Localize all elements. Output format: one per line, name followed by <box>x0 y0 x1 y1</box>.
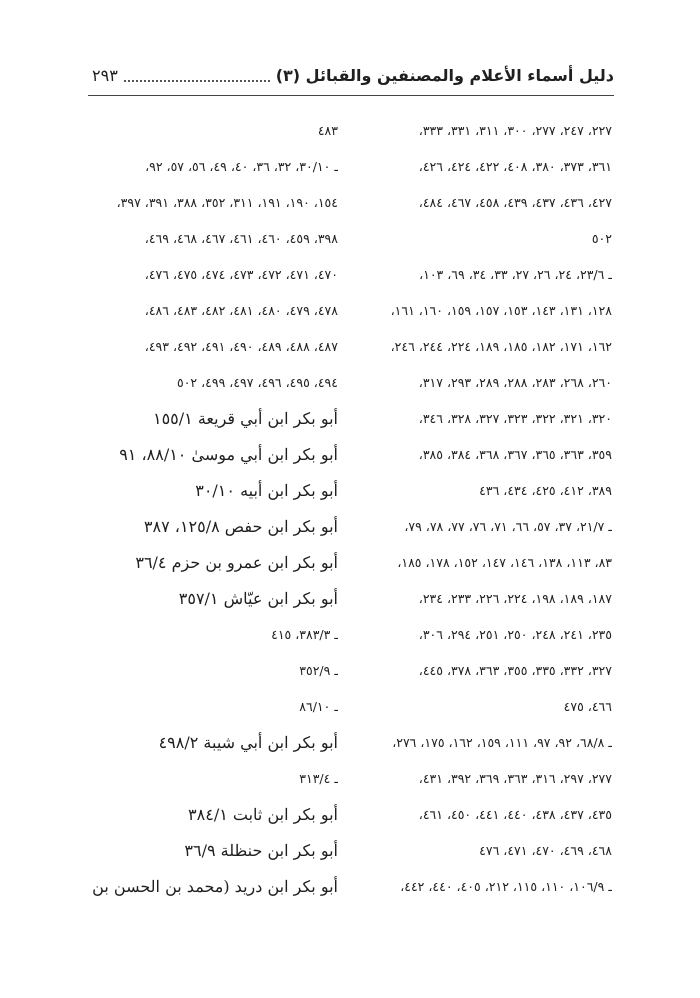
index-line: ـ ٣٨٣/٣، ٤١٥ <box>271 627 338 642</box>
index-line: ـ ٦٨/٨، ٩٢، ٩٧، ١١١، ١٥٩، ١٦٢، ١٧٥، ٢٧٦، <box>392 735 612 750</box>
index-line: ـ ١٠٦/٩، ١١٠، ١١٥، ٢١٢، ٤٠٥، ٤٤٠، ٤٤٢، <box>400 879 612 894</box>
index-entry-name: أبو بكر ابن ثابت ٣٨٤/١ <box>188 805 338 824</box>
index-line: ١٦٢، ١٧١، ١٨٢، ١٨٥، ١٨٩، ٢٢٤، ٢٤٤، ٢٤٦، <box>390 339 612 354</box>
header-title: دليل أسماء الأعلام والمصنفين والقبائل (٣) <box>275 65 614 85</box>
index-line: ١٢٨، ١٣١، ١٤٣، ١٥٣، ١٥٧، ١٥٩، ١٦٠، ١٦١، <box>390 303 612 318</box>
header-dot-leader <box>124 80 270 82</box>
index-line: ٢٧٧، ٢٩٧، ٣١٦، ٣٦٣، ٣٦٩، ٣٩٢، ٤٣١، <box>418 771 612 786</box>
index-entry-name: أبو بكر ابن حنظلة ٣٦/٩ <box>184 841 338 860</box>
index-line: ٣٥٩، ٣٦٣، ٣٦٥، ٣٦٧، ٣٦٨، ٣٨٤، ٣٨٥، <box>418 447 612 462</box>
index-entry-name: أبو بكر ابن أبي قريعة ١٥٥/١ <box>152 409 338 428</box>
index-line: ٤٨٣ <box>317 123 338 138</box>
index-line: ١٨٧، ١٨٩، ١٩٨، ٢٢٤، ٢٢٦، ٢٣٣، ٢٣٤، <box>418 591 612 606</box>
index-line: ٤٨٧، ٤٨٨، ٤٨٩، ٤٩٠، ٤٩١، ٤٩٢، ٤٩٣، <box>144 339 338 354</box>
index-line: ـ ٨٦/١٠ <box>299 699 338 714</box>
index-line: ٣٩٨، ٤٥٩، ٤٦٠، ٤٦١، ٤٦٧، ٤٦٨، ٤٦٩، <box>144 231 338 246</box>
index-entry-name: أبو بكر ابن أبي شيبة ٤٩٨/٢ <box>158 733 338 752</box>
index-line: ٢٢٧، ٢٤٧، ٢٧٧، ٣٠٠، ٣١١، ٣٣١، ٣٣٣، <box>418 123 612 138</box>
index-line: ٤٦٨، ٤٦٩، ٤٧٠، ٤٧١، ٤٧٦ <box>479 843 612 858</box>
index-line: ٤٦٦، ٤٧٥ <box>563 699 612 714</box>
index-line: ٣٢٧، ٣٣٢، ٣٣٥، ٣٥٥، ٣٦٣، ٣٧٨، ٤٤٥، <box>418 663 612 678</box>
index-line: ـ ٢١/٧، ٣٧، ٥٧، ٦٦، ٧١، ٧٦، ٧٧، ٧٨، ٧٩، <box>404 519 612 534</box>
index-line: ٤٢٧، ٤٣٦، ٤٣٧، ٤٣٩، ٤٥٨، ٤٦٧، ٤٨٤، <box>418 195 612 210</box>
index-line: ـ ٣٥٢/٩ <box>299 663 338 678</box>
index-entry-name: أبو بكر ابن دريد (محمد بن الحسن بن <box>92 877 338 896</box>
index-line: ٣٦١، ٣٧٣، ٣٨٠، ٤٠٨، ٤٢٢، ٤٢٤، ٤٢٦، <box>418 159 612 174</box>
index-column-right <box>357 113 612 905</box>
running-header <box>92 58 614 92</box>
index-line: ـ ٢٣/٦، ٢٤، ٢٦، ٢٧، ٣٣، ٣٤، ٦٩، ١٠٣، <box>419 267 612 282</box>
index-line: ـ ٣١٣/٤ <box>299 771 338 786</box>
index-entry-name: أبو بكر ابن عمرو بن حزم ٣٦/٤ <box>135 553 338 572</box>
index-line: ٨٣، ١١٣، ١٣٨، ١٤٦، ١٤٧، ١٥٢، ١٧٨، ١٨٥، <box>397 555 612 570</box>
index-line: ٤٧٨، ٤٧٩، ٤٨٠، ٤٨١، ٤٨٢، ٤٨٣، ٤٨٦، <box>144 303 338 318</box>
index-entry-name: أبو بكر ابن أبي موسىٰ ٨٨/١٠، ٩١ <box>119 445 338 464</box>
index-line: ٣٨٩، ٤١٢، ٤٢٥، ٤٣٤، ٤٣٦ <box>479 483 612 498</box>
index-entry-name: أبو بكر ابن أبيه ٣٠/١٠ <box>195 481 338 500</box>
index-line: ـ ٣٠/١٠، ٣٢، ٣٦، ٤٠، ٤٩، ٥٦، ٥٧، ٩٢، <box>145 159 338 174</box>
index-line: ٤٣٥، ٤٣٧، ٤٣٨، ٤٤٠، ٤٤١، ٤٥٠، ٤٦١، <box>418 807 612 822</box>
index-column-left <box>78 113 338 905</box>
index-line: ٣٢٠، ٣٢١، ٣٢٢، ٣٢٣، ٣٢٧، ٣٢٨، ٣٤٦، <box>418 411 612 426</box>
index-line: ٤٩٤، ٤٩٥، ٤٩٦، ٤٩٧، ٤٩٩، ٥٠٢ <box>176 375 338 390</box>
index-line: ١٥٤، ١٩٠، ١٩١، ٣١١، ٣٥٢، ٣٨٨، ٣٩١، ٣٩٧، <box>116 195 338 210</box>
index-line: ٥٠٢ <box>591 231 612 246</box>
page-number: ٢٩٣ <box>92 65 118 85</box>
index-line: ٤٧٠، ٤٧١، ٤٧٢، ٤٧٣، ٤٧٤، ٤٧٥، ٤٧٦، <box>144 267 338 282</box>
header-rule <box>88 95 614 96</box>
index-entry-name: أبو بكر ابن عيّاش ٣٥٧/١ <box>178 589 338 608</box>
index-line: ٢٦٠، ٢٦٨، ٢٨٣، ٢٨٨، ٢٨٩، ٢٩٣، ٣١٧، <box>418 375 612 390</box>
index-line: ٢٣٥، ٢٤١، ٢٤٨، ٢٥٠، ٢٥١، ٢٩٤، ٣٠٦، <box>418 627 612 642</box>
index-entry-name: أبو بكر ابن حفص ١٢٥/٨، ٣٨٧ <box>143 517 338 536</box>
